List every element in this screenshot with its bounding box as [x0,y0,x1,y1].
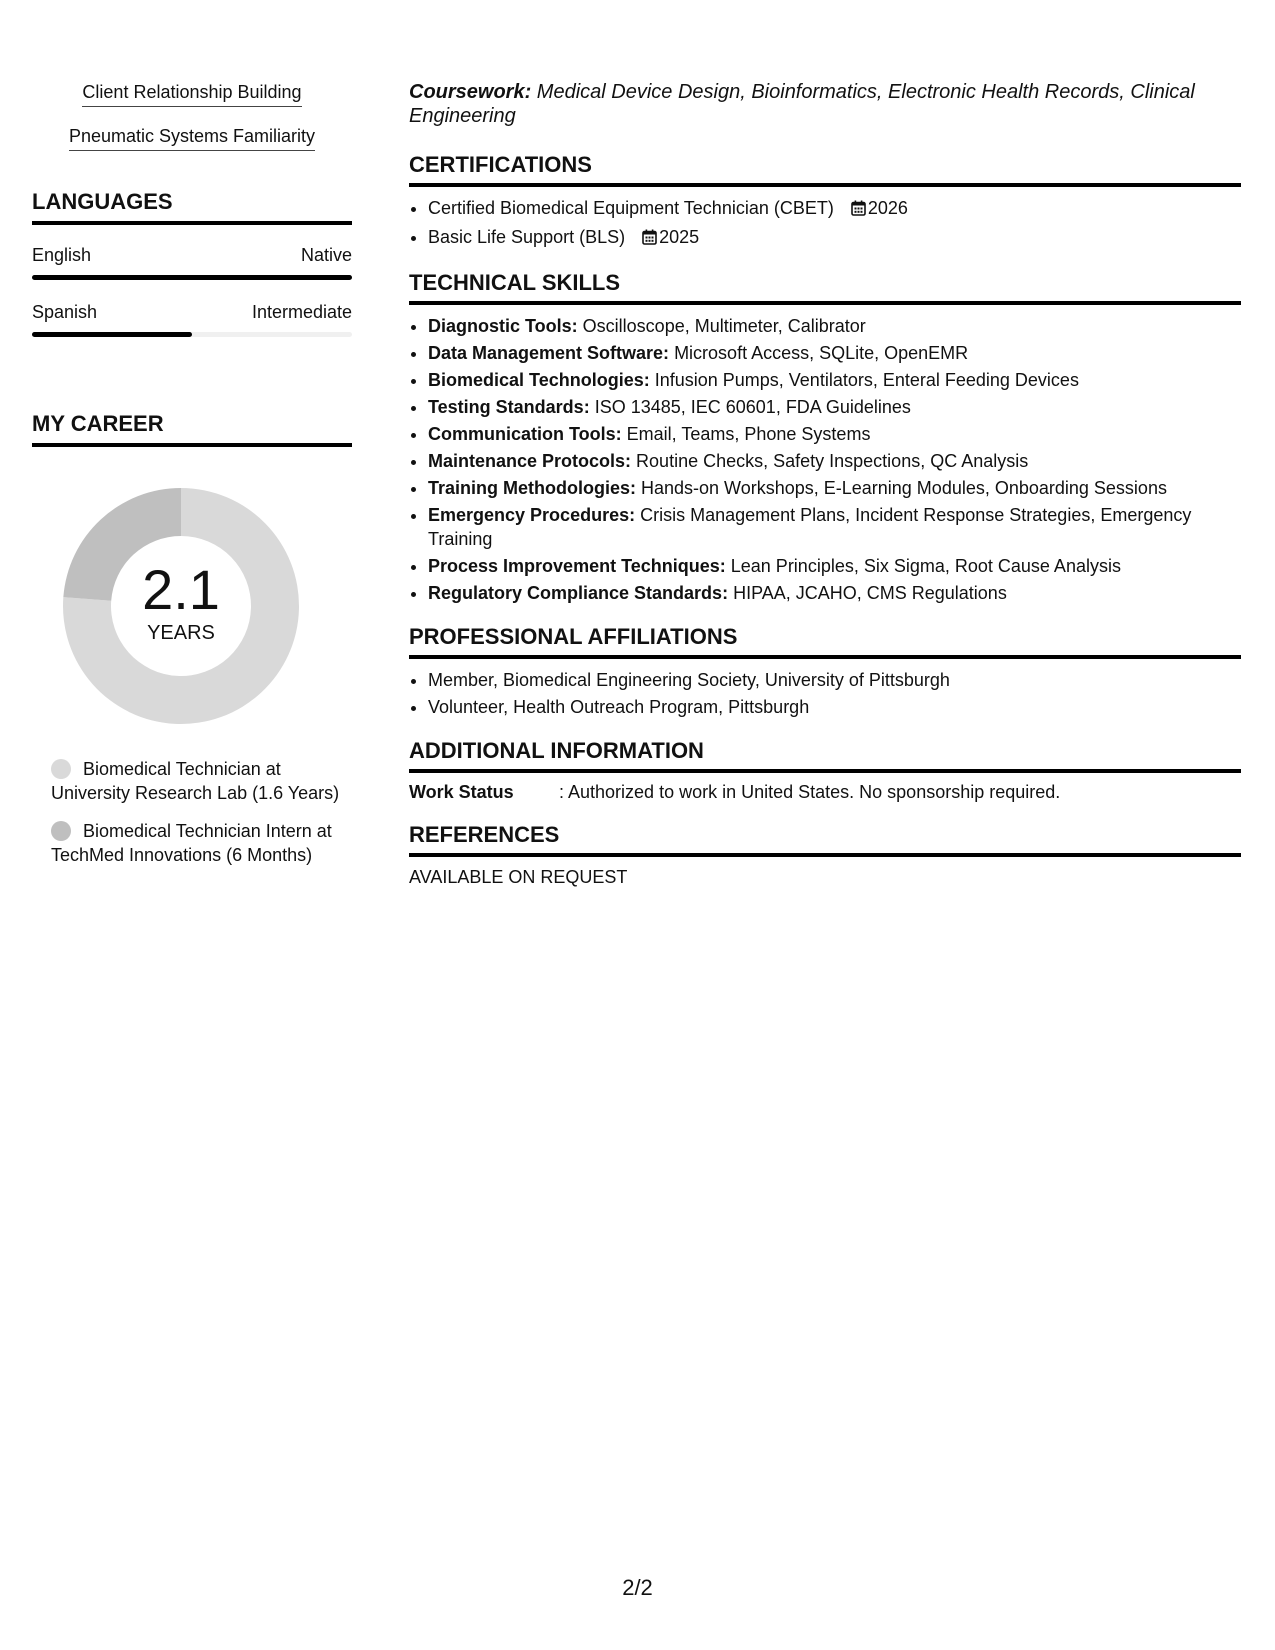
career-donut-chart [56,481,306,731]
skill-category: Communication Tools: [428,424,622,444]
languages-title: LANGUAGES [32,189,352,225]
skill-item [428,580,1241,607]
certifications-title: CERTIFICATIONS [409,152,1241,187]
references-title: REFERENCES [409,822,1241,857]
affiliations-list [409,667,1241,721]
skill-category: Testing Standards: [428,397,590,417]
language-name: English [32,245,92,265]
skill-item [428,421,1241,448]
affiliation-item: • Member, Biomedical Engineering Society, University of Pittsburgh [428,667,1241,694]
skill-item [428,475,1241,502]
work-status-label: Work Status [409,782,514,802]
work-status-value: : Authorized to work in United States. No sponsorship required. [559,782,1061,802]
skill-category: Maintenance Protocols: [428,451,632,471]
legend-dot-icon [51,759,71,779]
skill-category: Regulatory Compliance Standards: [428,583,729,603]
skill-values: Oscilloscope, Multimeter, Calibrator [577,316,866,336]
certification-item [428,195,1241,224]
skill-values: Infusion Pumps, Ventilators, Enteral Feeding Devices [649,370,1079,390]
language-item [32,245,352,280]
skill-item [428,553,1241,580]
skill-item [428,340,1241,367]
skill-values: Lean Principles, Six Sigma, Root Cause Analysis [725,556,1121,576]
certification-year: 2026 [867,198,908,218]
affiliation-item: • Volunteer, Health Outreach Program, Pittsburgh [428,694,1241,721]
language-level: Native [300,245,352,265]
references-text: AVAILABLE ON REQUEST [409,867,628,887]
language-name: Spanish [32,302,98,322]
skill-values: Email, Teams, Phone Systems [621,424,871,444]
certification-name: Basic Life Support (BLS) [428,227,626,247]
skill-values: Routine Checks, Safety Inspections, QC Analysis [631,451,1029,471]
skill-values: Microsoft Access, SQLite, OpenEMR [669,343,969,363]
certification-item [428,224,1241,253]
skill-tag: Client Relationship Building [82,82,301,107]
calendar-icon [642,226,657,253]
left-column [32,82,352,881]
skill-category: Biomedical Technologies: [428,370,650,390]
language-bar-track [32,332,352,337]
career-legend [51,757,341,867]
career-legend-label: Biomedical Technician Intern at TechMed Innovations (6 Months) [51,821,332,865]
career-legend-item [51,819,341,867]
language-bar-track [32,275,352,280]
calendar-icon [851,197,866,224]
skill-tag: Pneumatic Systems Familiarity [69,126,315,151]
page-number: 2/2 [622,1575,653,1600]
certification-name: Certified Biomedical Equipment Technician (CBET) [428,198,834,218]
language-bar-fill [32,332,192,337]
work-status-row [409,782,1241,803]
coursework [409,80,1241,128]
right-column [409,80,1241,888]
skill-item [428,503,1241,551]
skill-category: Data Management Software: [428,343,670,363]
career-total-value: 2.1 [142,557,220,621]
career-legend-label: Biomedical Technician at University Research Lab (1.6 Years) [51,759,340,803]
coursework-text: Medical Device Design, Bioinformatics, Electronic Health Records, Clinical Engineering [409,81,1195,127]
skill-item [428,367,1241,394]
language-item [32,302,352,337]
skill-category: Process Improvement Techniques: [428,556,726,576]
career-legend-item [51,757,341,805]
skill-item [428,313,1241,340]
career-total-unit: YEARS [147,621,215,644]
skill-values: ISO 13485, IEC 60601, FDA Guidelines [589,397,911,417]
skill-values: Hands-on Workshops, E-Learning Modules, Onboarding Sessions [636,478,1167,498]
language-level: Intermediate [251,302,352,322]
coursework-label: Coursework: [409,81,532,103]
legend-dot-icon [51,821,71,841]
skill-values: HIPAA, JCAHO, CMS Regulations [728,583,1007,603]
additional-info-title: ADDITIONAL INFORMATION [409,738,1241,773]
certification-year: 2025 [659,227,700,247]
skill-category: Diagnostic Tools: [428,316,578,336]
skill-item [428,394,1241,421]
skill-category: Emergency Procedures: [428,505,636,525]
technical-skills-list [409,313,1241,607]
technical-skills-title: TECHNICAL SKILLS [409,270,1241,305]
skill-values: Crisis Management Plans, Incident Response Strategies, Emergency Training [428,505,1192,549]
certifications-list [409,195,1241,253]
skill-item [428,448,1241,475]
language-bar-fill [32,275,352,280]
skill-category: Training Methodologies: [428,478,636,498]
career-donut-center [56,481,306,731]
career-title: MY CAREER [32,411,352,447]
affiliations-title: PROFESSIONAL AFFILIATIONS [409,624,1241,659]
